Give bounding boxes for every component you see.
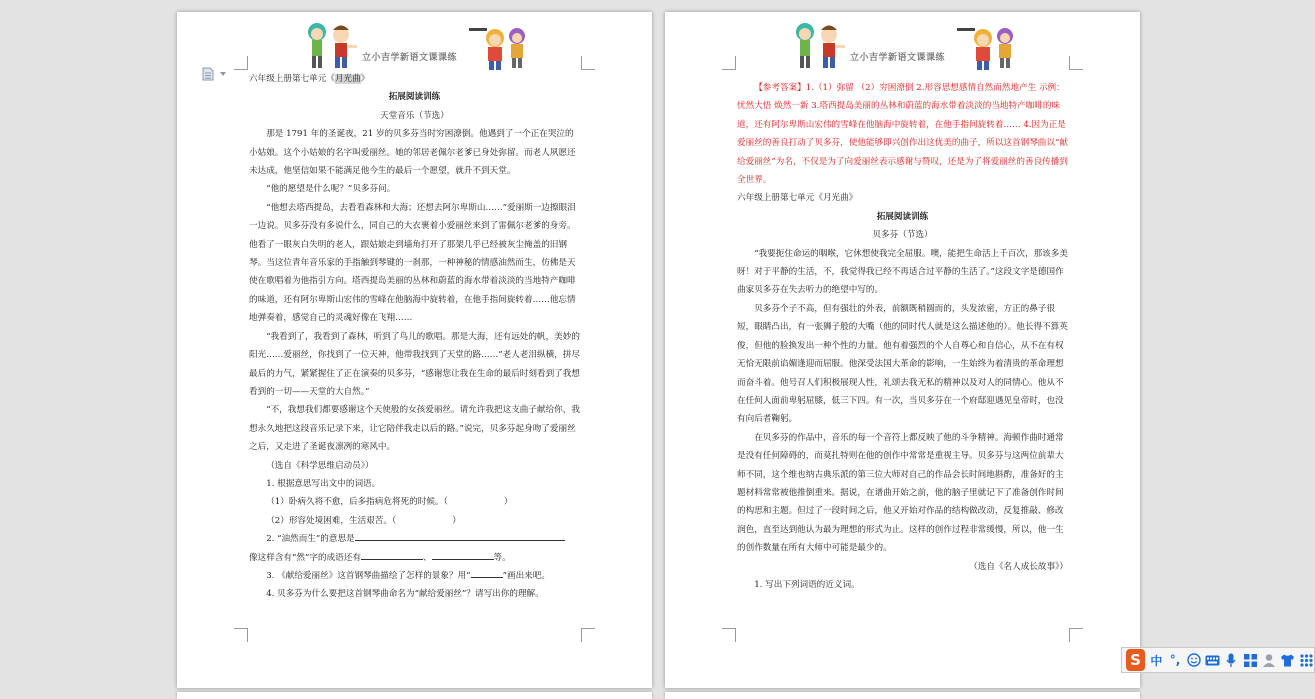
- margin-corner-mark: [722, 56, 736, 70]
- ime-toolbar[interactable]: [1121, 647, 1315, 673]
- question-text: ”画出来吧。: [502, 570, 550, 581]
- answer-blank[interactable]: [432, 550, 494, 560]
- chevron-down-icon[interactable]: [220, 72, 226, 77]
- document-page-left: [177, 12, 652, 688]
- question-text: 像这样含有“然”字的成语还有: [249, 552, 361, 563]
- shirt-icon[interactable]: [1280, 651, 1295, 669]
- source-citation: （选自《名人成长故事》）: [969, 561, 1068, 572]
- document-page-right: [665, 12, 1140, 688]
- question-2: [249, 530, 580, 548]
- page-body: [249, 70, 580, 604]
- body-paragraph: “我要扼住命运的咽喉，它休想使我完全屈服。噢，能把生命活上千百次，那该多美呀！对于平静的生活，不，我觉得我已经不再适合过平静的生活了。”这段文字是德国作曲家贝多芬在失去听力的绝望中写的。: [737, 248, 1068, 296]
- question-text: 等。: [493, 552, 511, 563]
- section-title: 拓展阅读训练: [876, 211, 929, 222]
- margin-corner-mark: [581, 56, 595, 70]
- body-paragraph: “不，我想我们都要感谢这个天使般的女孩爱丽丝。请允许我把这支曲子献给你，我想永久地把这段音乐记录下来，让它陪伴我走以后的路。”说完，贝多芬起身吻了爱丽丝之后，又走进了圣诞夜凛冽的寒风中。: [249, 405, 580, 453]
- cartoon-kids-illustration: [467, 22, 533, 72]
- mic-icon[interactable]: [1224, 651, 1239, 669]
- question-1: 1. 写出下列词语的近义词。: [754, 579, 860, 590]
- next-page-edge: [177, 692, 652, 699]
- page-body: [737, 79, 1068, 594]
- document-outline-icon[interactable]: [202, 67, 214, 81]
- question-3: [249, 567, 580, 585]
- question-1-1: [249, 493, 580, 511]
- question-text: 、: [422, 552, 432, 563]
- question-text: ）: [503, 497, 513, 508]
- question-text: ）: [452, 515, 461, 526]
- sogou-logo-icon[interactable]: S: [1126, 649, 1145, 671]
- unit-line: 六年级上册第七单元《月光曲》: [737, 193, 858, 204]
- unit-line-text: 六年级上册第七单元《: [249, 74, 335, 84]
- answer-key-label: 【参考答案】: [754, 83, 806, 93]
- page-header-banner: [785, 20, 1045, 72]
- cartoon-kids-illustration: [791, 20, 849, 72]
- next-page-edge: [665, 692, 1140, 699]
- answer-blank[interactable]: [471, 568, 503, 578]
- margin-corner-mark: [234, 56, 248, 70]
- question-4: 4. 贝多芬为什么要把这首钢琴曲命名为“献给爱丽丝”？请写出你的理解。: [266, 589, 544, 600]
- grid-icon[interactable]: [1243, 651, 1258, 669]
- section-subtitle: 天堂音乐（节选）: [380, 110, 449, 121]
- emoji-icon[interactable]: [1186, 651, 1201, 669]
- body-paragraph: “他想去塔西提岛，去看看森林和大海；还想去阿尔卑斯山……”爱丽斯一边擦眼泪一边说。贝多芬没有多说什么，同自己的大衣裹着小爱丽丝来到了雷佩尔老爹的身旁。他看了一眼灰白失明的老人，跟姑娘走到墙角打开了那架几乎已经被灰尘掩盖的旧钢琴。当这位青年音乐家的手指触到琴键的一刹那，一种神秘的情感油然而生，仿佛是天使在歌唱着为他指引方向。塔西提岛美丽的丛林和蔚蓝的海水带着淡淡的当地特产咖啡的味道，还有阿尔卑斯山宏伟的雪峰在他脑海中旋转着，在他手指间旋转着……他忘情地弹奏着，感觉自己的灵魂好像在飞翔……: [249, 202, 576, 324]
- answer-blank[interactable]: [361, 550, 423, 560]
- source-citation: （选自《科学思维启动员》）: [266, 460, 374, 471]
- keyboard-icon[interactable]: [1205, 651, 1220, 669]
- margin-corner-mark: [1069, 56, 1083, 70]
- answer-key-text: 1.（1）弥留 （2）穷困潦倒 2.形容思想感情自然而然地产生 示例：忧然大悟 焕然一新 3.塔西提岛美丽的丛林和蔚蓝的海水带着淡淡的当地特产咖啡的味道，还有阿尔卑斯山宏伟的雪峰在他脑海中旋转着，在他手指间旋转着…… 4.因为正是爱丽丝的善良打动了贝多芬，使他能够即兴创作出这优美的曲子，所以这首钢琴曲以“献给爱丽丝”为名，不仅是为了向爱丽丝表示感谢与赞叹，还是为了将爱丽丝的善良传播到全世界。: [737, 83, 1068, 186]
- apps-icon[interactable]: [1299, 651, 1314, 669]
- header-banner-text: 立小吉学新语文课课练: [362, 53, 458, 63]
- user-icon[interactable]: [1262, 651, 1277, 669]
- header-banner-text: 立小吉学新语文课课练: [850, 53, 946, 63]
- body-paragraph: 在贝多芬的作品中，音乐的每一个音符上都反映了他的斗争精神。海顿作曲时通常是没有任何障碍的，而莫扎特则在他的创作中常常是重视主导。贝多芬与这两位前辈大师不同，这个维也纳古典乐派的第三位大师对自己的作品会长时间地斟酌，准备好的主题材料常常被他推倒重来。据说，在谱曲开始之前，他的脑子里就记下了准备创作时间的构思和主题。但过了一段时间之后，他又开始对作品的结构做改动，反复推敲、修改润色，直至达到他认为最为理想的形式为止。这样的创作过程非常缓慢，所以，他一生的创作数量在所有大师中可能是最少的。: [737, 432, 1064, 554]
- input-mode-toggle[interactable]: 中: [1150, 653, 1163, 668]
- question-1-2: [249, 512, 580, 530]
- question-text: （2）形容处境困难，生活艰苦。（: [266, 515, 397, 526]
- body-paragraph: 那是 1791 年的圣诞夜，21 岁的贝多芬当时穷困潦倒。他遇到了一个正在哭泣的小姑娘。这个小姑娘的名字叫爱丽丝。她的邻居老佩尔老爹已身处弥留。而老人夙愿还未达成，他坚信如果不能满足他今生的最后一个愿望，就升不到天堂。: [249, 129, 576, 177]
- body-paragraph: 贝多芬个子不高，但有强壮的外表，前额既稍圆而的，头发浓密，方正的鼻子很短，眼睛凸出，有一张狮子般的大嘴（他的同时代人就是这么描述他的）。他长得不算英俊，但他的脸换发出一种个性的力量。他有着强烈的个人自尊心和自信心，从不在有权无恰无限前谄媚逢迎而屈服。他深受法国大革命的影响，一生始终为着清贵的革命理想而奋斗着。他号召人们积极展现人性，礼颂去我无私的精神以及对人的同情心。他从不在任何人面前卑躬屈膝，低三下四。有一次，当贝多芬在一个府邸迎遇见皇帝时，也没有向后者鞠躬。: [737, 303, 1068, 425]
- question-text: 3. 《献给爱丽丝》这首钢琴曲描绘了怎样的景象？用“: [266, 570, 471, 581]
- highlighted-text[interactable]: 月光曲: [334, 74, 361, 84]
- cartoon-kids-illustration: [955, 22, 1021, 72]
- question-2-continued: [249, 549, 580, 567]
- unit-line: [249, 70, 580, 88]
- punctuation-toggle[interactable]: °,: [1169, 653, 1181, 667]
- section-title: 拓展阅读训练: [388, 92, 441, 103]
- answer-key: [737, 79, 1068, 189]
- margin-corner-mark: [722, 628, 736, 642]
- margin-corner-mark: [234, 628, 248, 642]
- cartoon-kids-illustration: [303, 20, 361, 72]
- margin-corner-mark: [581, 628, 595, 642]
- section-subtitle: 贝多芬（节选）: [872, 230, 933, 241]
- unit-line-text: 》: [360, 74, 370, 84]
- question-text: （1）卧病久将不愈，后多指病危将死的时候。（: [266, 497, 448, 508]
- question-1: 1. 根据意思写出文中的词语。: [266, 478, 381, 489]
- body-paragraph: “他的愿望是什么呢？”贝多芬问。: [266, 184, 396, 195]
- page-header-banner: [297, 20, 557, 72]
- body-paragraph: “我看到了，我看到了森林，听到了鸟儿的歌唱。那是大海，还有远处的帆，美妙的阳光……爱丽丝，你找到了一位天神，他带我找到了天堂的路……”老人老泪纵横，拼尽最后的力气，紧紧握住了正在演奏的贝多芬，“感谢您让我在生命的最后时刻看到了我想看到的一切——天堂的大自然。”: [249, 331, 580, 397]
- margin-corner-mark: [1069, 628, 1083, 642]
- question-text: 2. “油然而生”的意思是: [266, 534, 355, 545]
- answer-blank[interactable]: [355, 531, 565, 541]
